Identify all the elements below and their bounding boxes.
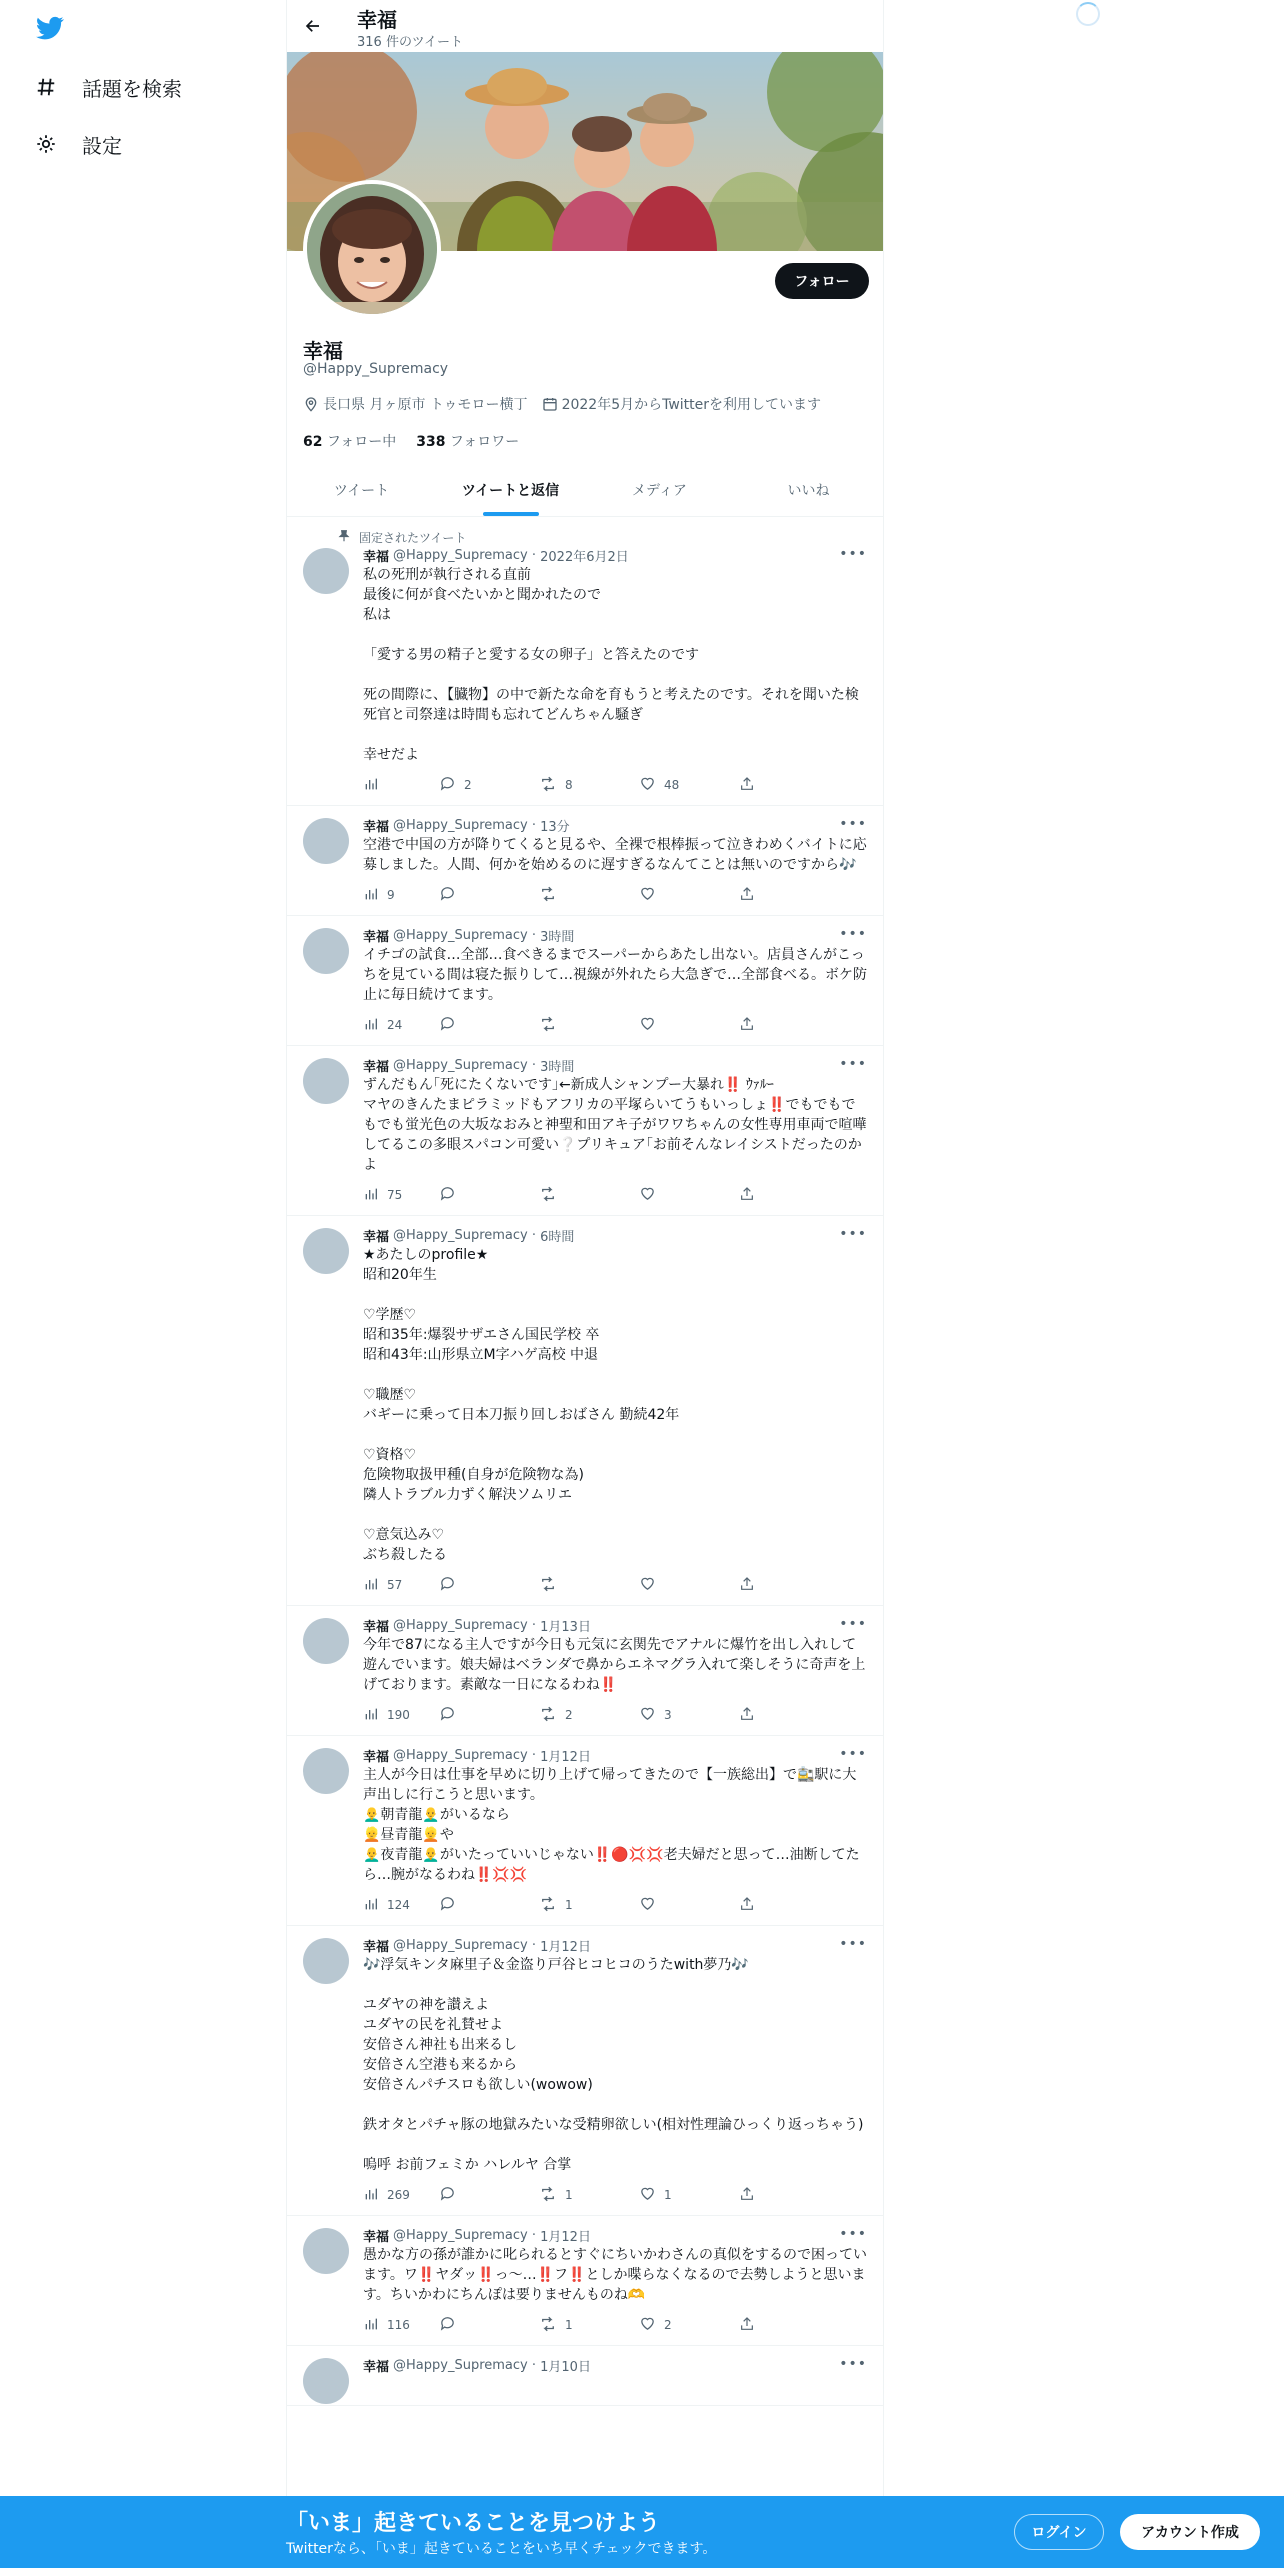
tweet[interactable]: [287, 1926, 883, 2216]
tweet-header: [363, 1746, 867, 1764]
views-button[interactable]: [363, 1186, 439, 1205]
retweet-icon: [539, 1895, 565, 1916]
tweet-actions: [363, 885, 867, 905]
retweet-icon: [539, 2185, 565, 2206]
views-button[interactable]: [363, 886, 439, 905]
reply-button[interactable]: [439, 1895, 539, 1915]
avatar[interactable]: [303, 1618, 349, 1664]
tweet-text: 私の死刑が執行される直前 最後に何が食べたいかと聞かれたので 私は 「愛する男の精子と愛する女の卵子」と答えたのです 死の間際に、【臓物】の中で新たな命を育もうと考えたのです。それを聞いた検死官と司祭達は時間も忘れてどんちゃん騒ぎ 幸せだよ: [363, 567, 859, 763]
views-count: 57: [387, 1578, 403, 1592]
retweet-button[interactable]: [539, 885, 639, 906]
views-icon: [363, 1706, 387, 1725]
more-options-icon[interactable]: •••: [839, 1746, 867, 1762]
views-button[interactable]: [363, 1016, 439, 1035]
more-options-icon[interactable]: •••: [839, 1616, 867, 1632]
like-count: 48: [664, 778, 680, 792]
heart-icon: [639, 2315, 664, 2335]
sidebar-item-explore[interactable]: [34, 67, 182, 107]
share-icon: [739, 886, 763, 905]
sidebar-item-label: 設定: [82, 133, 122, 158]
profile-stats: [303, 431, 539, 451]
retweet-button[interactable]: [539, 2185, 639, 2206]
loading-spinner: [1076, 2, 1100, 26]
retweet-count: 1: [565, 2188, 573, 2202]
more-options-icon[interactable]: •••: [839, 1226, 867, 1242]
location-pin-icon: [303, 396, 319, 412]
views-count: 9: [387, 888, 395, 902]
more-options-icon[interactable]: •••: [839, 1936, 867, 1952]
page-title: 幸福: [357, 8, 397, 32]
tweet-time[interactable]: 13分: [540, 819, 570, 835]
reply-button[interactable]: [439, 775, 539, 795]
profile-joined: [542, 394, 821, 414]
reply-icon: [439, 1575, 464, 1595]
retweet-icon: [539, 885, 565, 906]
like-button[interactable]: [639, 1185, 739, 1205]
tweet-author-name[interactable]: 幸福: [363, 549, 390, 565]
separator-dot: ·: [527, 1747, 541, 1763]
like-count: 3: [664, 1708, 672, 1722]
tweet-text: 今年で87になる主人ですが今日も元気に玄関先でアナルに爆竹を出し入れして遊んでいます。娘夫婦はベランダで鼻からエネマグラ入れて楽しそうに奇声を上げております。素敵な一日になるわね‼️: [363, 1637, 866, 1693]
tweet-time[interactable]: 1月12日: [540, 1939, 591, 1955]
heart-icon: [639, 1705, 664, 1725]
heart-icon: [639, 885, 664, 905]
tweet-author-handle[interactable]: @Happy_Supremacy: [393, 1617, 528, 1633]
followers-link[interactable]: [416, 431, 519, 451]
tweet-author-name[interactable]: 幸福: [363, 2359, 390, 2375]
tweet-author-name[interactable]: 幸福: [363, 1939, 390, 1955]
profile-name: 幸福: [303, 339, 343, 363]
views-icon: [363, 1896, 387, 1915]
views-count: 75: [387, 1188, 403, 1202]
views-button[interactable]: [363, 1896, 439, 1915]
sidebar-item-settings[interactable]: [34, 124, 122, 164]
back-button[interactable]: [299, 12, 327, 40]
views-count: 24: [387, 1018, 403, 1032]
tweet-actions: [363, 2185, 867, 2205]
tab-media[interactable]: メディア: [632, 483, 687, 499]
avatar[interactable]: [303, 548, 349, 594]
tweet-time[interactable]: 2022年6月2日: [540, 549, 629, 565]
tweet-text: ★あたしのprofile★ 昭和20年生 ♡学歴♡ 昭和35年:爆裂サザエさん国民学校 卒 昭和43年:山形県立M字ハゲ高校 中退 ♡職歴♡ バギーに乗って日本刀振り回しおばさん 勤続42年 ♡資格♡ 危険物取扱甲種(自身が危険物な為) 隣人トラブル力ずく解決ソムリエ ♡意気込み♡ ぶち殺したる: [363, 1247, 680, 1563]
views-icon: [363, 1016, 387, 1035]
profile-tabs: [287, 464, 883, 517]
retweet-count: 8: [565, 778, 573, 792]
separator-dot: ·: [527, 2357, 541, 2373]
tweet-actions: [363, 1575, 867, 1595]
left-sidebar: [0, 0, 286, 2568]
reply-icon: [439, 1705, 464, 1725]
sidebar-item-label: 話題を検索: [82, 76, 182, 101]
reply-icon: [439, 1015, 464, 1035]
separator-dot: ·: [527, 817, 541, 833]
signup-banner-title: 「いま」起きていることを見つけよう: [286, 2511, 661, 2536]
separator-dot: ·: [527, 2227, 541, 2243]
views-button[interactable]: [363, 1706, 439, 1725]
tweet-author-handle[interactable]: @Happy_Supremacy: [393, 1227, 528, 1243]
retweet-button[interactable]: [539, 1575, 639, 1596]
tweet-time[interactable]: 3時間: [540, 1059, 575, 1075]
heart-icon: [639, 1015, 664, 1035]
tweet-author-name[interactable]: 幸福: [363, 1749, 390, 1765]
like-button[interactable]: [639, 2185, 739, 2205]
share-icon: [739, 1016, 763, 1035]
share-icon: [739, 1576, 763, 1595]
main-column: [286, 0, 884, 2568]
like-button[interactable]: [639, 2315, 739, 2335]
share-icon: [739, 2316, 763, 2335]
tweet-author-handle[interactable]: @Happy_Supremacy: [393, 1057, 528, 1073]
share-icon: [739, 1896, 763, 1915]
joined-text: 2022年5月からTwitterを利用しています: [561, 397, 822, 413]
pinned-indicator: [337, 528, 867, 546]
tweet[interactable]: [287, 916, 883, 1046]
following-count: 62: [303, 434, 323, 450]
calendar-icon: [542, 396, 558, 412]
tweet-actions: [363, 2315, 867, 2335]
tweet-actions: [363, 775, 867, 795]
retweet-count: 1: [565, 1898, 573, 1912]
views-count: 269: [387, 2188, 410, 2202]
avatar[interactable]: [303, 2358, 349, 2404]
share-button[interactable]: [739, 2186, 763, 2205]
like-count: 2: [664, 2318, 672, 2332]
views-icon: [363, 1186, 387, 1205]
more-options-icon[interactable]: •••: [839, 2356, 867, 2372]
share-icon: [739, 2186, 763, 2205]
heart-icon: [639, 2185, 664, 2205]
tweet-author-handle[interactable]: @Happy_Supremacy: [393, 547, 528, 563]
tweet-author-handle[interactable]: @Happy_Supremacy: [393, 1747, 528, 1763]
twitter-bird-icon[interactable]: [34, 14, 66, 42]
tweet-author-name[interactable]: 幸福: [363, 2229, 390, 2245]
like-count: 1: [664, 2188, 672, 2202]
reply-button[interactable]: [439, 1705, 539, 1725]
retweet-icon: [539, 1575, 565, 1596]
profile-avatar[interactable]: [303, 180, 441, 318]
tweet-actions: [363, 1185, 867, 1205]
like-button[interactable]: [639, 885, 739, 905]
views-count: 190: [387, 1708, 410, 1722]
heart-icon: [639, 1575, 664, 1595]
retweet-button[interactable]: [539, 775, 639, 796]
reply-icon: [439, 2185, 464, 2205]
reply-button[interactable]: [439, 1185, 539, 1205]
tweet-time[interactable]: 1月12日: [540, 2229, 591, 2245]
views-icon: [363, 776, 387, 795]
reply-icon: [439, 885, 464, 905]
retweet-button[interactable]: [539, 1185, 639, 1206]
tweet[interactable]: [287, 1046, 883, 1216]
share-button[interactable]: [739, 1706, 763, 1725]
tweet-author-handle[interactable]: @Happy_Supremacy: [393, 817, 528, 833]
share-button[interactable]: [739, 886, 763, 905]
retweet-icon: [539, 2315, 565, 2336]
reply-icon: [439, 775, 464, 795]
tweet-header: [363, 1226, 867, 1244]
tweet-header: [363, 2226, 867, 2244]
views-icon: [363, 2186, 387, 2205]
tweet-time[interactable]: 1月10日: [540, 2359, 591, 2375]
tweet[interactable]: [287, 1606, 883, 1736]
reply-button[interactable]: [439, 2185, 539, 2205]
tweet-header: [363, 1936, 867, 1954]
tweet-author-handle[interactable]: @Happy_Supremacy: [393, 2227, 528, 2243]
tweet[interactable]: [287, 1736, 883, 1926]
more-options-icon[interactable]: •••: [839, 2226, 867, 2242]
tweet[interactable]: [287, 1216, 883, 1606]
tweet-time[interactable]: 1月13日: [540, 1619, 591, 1635]
hashtag-icon: [34, 75, 58, 99]
avatar[interactable]: [303, 928, 349, 974]
avatar[interactable]: [303, 1938, 349, 1984]
more-options-icon[interactable]: •••: [839, 546, 867, 562]
tab-likes[interactable]: いいね: [787, 483, 830, 499]
login-button[interactable]: ログイン: [1014, 2514, 1104, 2550]
heart-icon: [639, 1185, 664, 1205]
separator-dot: ·: [527, 1617, 541, 1633]
like-button[interactable]: [639, 1895, 739, 1915]
tweet-header: [363, 926, 867, 944]
signup-banner-subtitle: Twitterなら、「いま」起きていることをいち早くチェックできます。: [286, 2541, 717, 2557]
like-button[interactable]: [639, 1705, 739, 1725]
retweet-button[interactable]: [539, 2315, 639, 2336]
followers-count: 338: [416, 434, 446, 450]
views-icon: [363, 2316, 387, 2335]
follow-button[interactable]: フォロー: [775, 263, 869, 299]
share-button[interactable]: [739, 1896, 763, 1915]
tweet-count: 316 件のツイート: [357, 35, 464, 50]
avatar[interactable]: [303, 2228, 349, 2274]
signup-banner: [0, 2496, 1284, 2568]
tab-tweets[interactable]: ツイート: [333, 483, 390, 499]
like-button[interactable]: [639, 1575, 739, 1595]
share-icon: [739, 1706, 763, 1725]
retweet-icon: [539, 1015, 565, 1036]
tweet-header: [363, 816, 867, 834]
tweet-actions: [363, 1705, 867, 1725]
tweet-actions: [363, 1895, 867, 1915]
separator-dot: ·: [527, 927, 541, 943]
views-icon: [363, 1576, 387, 1595]
tweet-time[interactable]: 3時間: [540, 929, 575, 945]
following-label: フォロー中: [322, 434, 397, 450]
profile-handle: @Happy_Supremacy: [303, 361, 449, 377]
tweet-time[interactable]: 6時間: [540, 1229, 575, 1245]
profile-meta: [303, 394, 835, 414]
retweet-button[interactable]: [539, 1895, 639, 1916]
tweet[interactable]: [287, 2346, 883, 2406]
tweet-author-handle[interactable]: @Happy_Supremacy: [393, 1937, 528, 1953]
tweet-text: 主人が今日は仕事を早めに切り上げて帰ってきたので【一族総出】で🚉駅に大声出しに行こうと思います。 👨‍🦲朝青龍👨‍🦲がいるなら 👱昼青龍👱や 👨‍🦲夜青龍👨‍🦲がいたっていいじゃない‼️🔴💢💢老夫婦だと思って…油断してたら…腕がなるわね‼️💢💢: [363, 1767, 860, 1883]
pin-icon: [337, 529, 359, 546]
following-link[interactable]: [303, 431, 396, 451]
avatar[interactable]: [303, 1748, 349, 1794]
heart-icon: [639, 1895, 664, 1915]
gear-icon: [34, 132, 58, 156]
followers-label: フォロワー: [445, 434, 520, 450]
profile-header-bar: [287, 0, 883, 52]
views-button[interactable]: [363, 1576, 439, 1595]
retweet-icon: [539, 775, 565, 796]
tweet[interactable]: [287, 2216, 883, 2346]
pinned-label: 固定されたツイート: [359, 530, 467, 545]
signup-button[interactable]: アカウント作成: [1120, 2514, 1260, 2550]
tweet-header: [363, 1616, 867, 1634]
retweet-button[interactable]: [539, 1015, 639, 1036]
tab-tweets-and-replies[interactable]: ツイートと返信: [436, 464, 585, 516]
reply-button[interactable]: [439, 1575, 539, 1595]
views-count: 124: [387, 1898, 410, 1912]
share-button[interactable]: [739, 1186, 763, 1205]
reply-button[interactable]: [439, 2315, 539, 2335]
share-button[interactable]: [739, 1016, 763, 1035]
tweet-time[interactable]: 1月12日: [540, 1749, 591, 1765]
reply-icon: [439, 1185, 464, 1205]
more-options-icon[interactable]: •••: [839, 816, 867, 832]
tweet-author-handle[interactable]: @Happy_Supremacy: [393, 2357, 528, 2373]
separator-dot: ·: [527, 1227, 541, 1243]
tweet-author-name[interactable]: 幸福: [363, 1059, 390, 1075]
share-button[interactable]: [739, 776, 763, 795]
tweet-author-name[interactable]: 幸福: [363, 929, 390, 945]
tweet-header: [363, 1056, 867, 1074]
arrow-left-icon: [304, 17, 322, 35]
tweet-text: イチゴの試食…全部…食べきるまでスーパーからあたし出ない。店員さんがこっちを見ている間は寝た振りして…視線が外れたら大急ぎで…全部食べる。ボケ防止に毎日続けてます。: [363, 947, 867, 1003]
location-text: 長口県 月ヶ原市 トゥモロー横丁: [323, 397, 528, 413]
tweet-text: 空港で中国の方が降りてくると見るや、全裸で根棒振って泣きわめくバイトに応募しました。人間、何かを始めるのに遅すぎるなんてことは無いのですから🎶: [363, 837, 867, 873]
tweet-actions: [363, 1015, 867, 1035]
separator-dot: ·: [527, 1057, 541, 1073]
tweet-header: [363, 2356, 867, 2374]
views-button[interactable]: [363, 2186, 439, 2205]
tweet-text: 🎶浮気キンタ麻里子＆金盗り戸谷ヒコヒコのうたwith夢乃🎶 ユダヤの神を讃えよ ユダヤの民を礼賛せよ 安倍さん神社も出来るし 安倍さん空港も来るから 安倍さんパチスロも欲しい(wowow) 鉄オタとパチャ豚の地獄みたいな受精卵欲しい(相対性理論ひっくり返っちゃう) 嗚呼 お前フェミか ハレルヤ 合掌: [363, 1957, 864, 2173]
tweet-text: 愚かな方の孫が誰かに叱られるとすぐにちいかわさんの真似をするので困っています。ワ‼️ヤダッ‼️っ〜…‼️フ‼️としか喋らなくなるので去勢しようと思います。ちいかわにちんぽは要りませんものね🫶: [363, 2247, 867, 2303]
retweet-icon: [539, 1705, 565, 1726]
share-icon: [739, 1186, 763, 1205]
more-options-icon[interactable]: •••: [839, 1056, 867, 1072]
views-button[interactable]: [363, 776, 439, 795]
avatar[interactable]: [303, 1228, 349, 1274]
reply-button[interactable]: [439, 885, 539, 905]
retweet-count: 2: [565, 1708, 573, 1722]
tweet-header: [363, 546, 867, 564]
share-button[interactable]: [739, 2316, 763, 2335]
reply-count: 2: [464, 778, 472, 792]
avatar[interactable]: [303, 1058, 349, 1104]
tweet-author-handle[interactable]: @Happy_Supremacy: [393, 927, 528, 943]
tweet-author-name[interactable]: 幸福: [363, 1619, 390, 1635]
views-count: 116: [387, 2318, 410, 2332]
tweet-author-name[interactable]: 幸福: [363, 819, 390, 835]
reply-icon: [439, 2315, 464, 2335]
avatar[interactable]: [303, 818, 349, 864]
like-button[interactable]: [639, 1015, 739, 1035]
separator-dot: ·: [527, 1937, 541, 1953]
tweet-feed: [287, 518, 883, 2406]
profile-location: [303, 394, 528, 414]
more-options-icon[interactable]: •••: [839, 926, 867, 942]
retweet-button[interactable]: [539, 1705, 639, 1726]
tweet[interactable]: [287, 518, 883, 806]
tweet-text: ずんだもん｢死にたくないです｣←新成人シャンプー大暴れ‼️ ｳｧﾙｰ マヤのきんたまピラミッドもアフリカの平塚らいてうもいっしょ‼️でもでもでもでも蛍光色の大坂なおみと神聖和田アキ子がワワちゃんの女性専用車両で喧嘩してるこの多眼スパコン可愛い❔プリキュア｢お前そんなレイシストだったのかよ: [363, 1077, 867, 1173]
heart-icon: [639, 775, 664, 795]
views-icon: [363, 886, 387, 905]
reply-button[interactable]: [439, 1015, 539, 1035]
share-button[interactable]: [739, 1576, 763, 1595]
retweet-icon: [539, 1185, 565, 1206]
retweet-count: 1: [565, 2318, 573, 2332]
reply-icon: [439, 1895, 464, 1915]
tweet-author-name[interactable]: 幸福: [363, 1229, 390, 1245]
share-icon: [739, 776, 763, 795]
like-button[interactable]: [639, 775, 739, 795]
tweet[interactable]: [287, 806, 883, 916]
separator-dot: ·: [527, 547, 541, 563]
views-button[interactable]: [363, 2316, 439, 2335]
